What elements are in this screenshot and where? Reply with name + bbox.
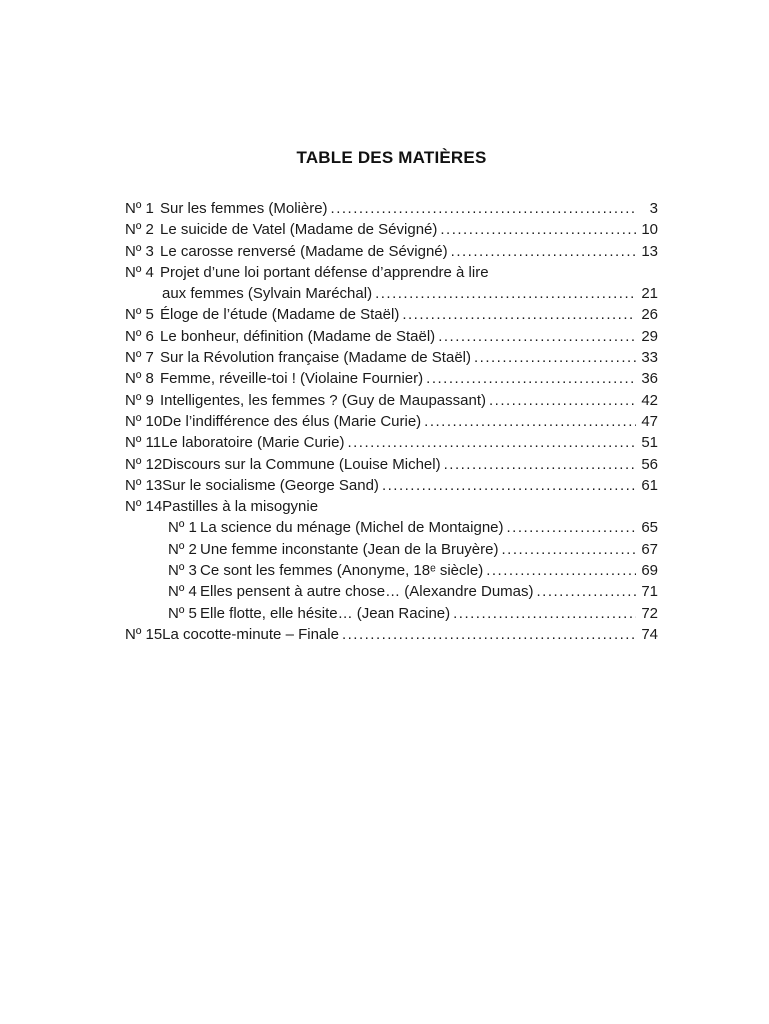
page-number: 42 [641, 391, 658, 409]
dot-leader [339, 624, 636, 645]
toc-entry [125, 262, 658, 283]
page-number: 47 [641, 412, 658, 430]
toc-entry [125, 432, 658, 453]
page-number: 72 [641, 604, 658, 622]
page-number: 65 [641, 519, 658, 537]
page-number: 29 [641, 327, 658, 345]
entry-title: Sur les femmes (Molière) [160, 200, 328, 217]
dot-leader [483, 560, 636, 581]
entry-title: Le carosse renversé (Madame de Sévigné) [160, 242, 448, 260]
page-number: 67 [641, 540, 658, 558]
dot-leader [421, 411, 636, 432]
entry-title: Le laboratoire (Marie Curie) [161, 434, 345, 452]
dot-leader [441, 454, 636, 475]
page-number: 21 [641, 285, 658, 303]
page-number: 51 [641, 434, 658, 452]
dot-leader [486, 390, 636, 411]
page-number: 3 [649, 200, 658, 217]
dot-leader [534, 581, 636, 602]
dot-leader [328, 198, 636, 219]
entry-number: Nº 5 [125, 306, 154, 324]
dot-leader [435, 326, 636, 347]
entry-title: Femme, réveille-toi ! (Violaine Fournier) [160, 370, 424, 388]
page-number: 26 [641, 306, 658, 324]
entry-title: La cocotte-minute – Finale [162, 625, 339, 643]
entry-title: De l’indifférence des élus (Marie Curie) [162, 412, 422, 430]
toc-entry [125, 368, 658, 389]
entry-title: Elles pensent à autre chose… (Alexandre Dumas) [200, 583, 534, 601]
dot-leader [379, 475, 636, 496]
entry-title: La science du ménage (Michel de Montaigne) [200, 519, 504, 537]
dot-leader [504, 517, 636, 538]
toc-entry [125, 198, 658, 219]
toc-entry [125, 624, 658, 645]
entry-number: Nº 4 [125, 263, 154, 281]
entry-number: Nº 2 [168, 540, 197, 558]
dot-leader [471, 347, 636, 368]
toc-subentry [168, 539, 658, 560]
entry-title: Sur le socialisme (George Sand) [162, 476, 379, 494]
entry-title: Une femme inconstante (Jean de la Bruyère) [200, 540, 499, 558]
entry-title: Elle flotte, elle hésite… (Jean Racine) [200, 604, 451, 622]
page-title: TABLE DES MATIÈRES [296, 148, 487, 167]
toc-entry [125, 390, 658, 411]
page-number: 61 [641, 476, 658, 494]
toc-entry [125, 304, 658, 325]
toc-entry [125, 411, 658, 432]
entry-title: aux femmes (Sylvain Maréchal) [162, 285, 373, 303]
entry-title: Sur la Révolution française (Madame de Staël) [160, 349, 471, 367]
page-number: 13 [641, 242, 658, 260]
entry-number: Nº 10 [125, 412, 163, 430]
entry-number: Nº 6 [125, 327, 154, 345]
entry-number: Nº 14 [125, 498, 163, 516]
entry-title: Discours sur la Commune (Louise Michel) [162, 455, 441, 473]
entry-title: Intelligentes, les femmes ? (Guy de Maupassant) [160, 391, 486, 409]
page-number: 74 [641, 625, 658, 643]
toc-entry [125, 241, 658, 262]
entry-number: Nº 4 [168, 583, 197, 601]
dot-leader [423, 368, 636, 389]
entry-number: Nº 1 [168, 519, 197, 537]
dot-leader [344, 432, 636, 453]
dot-leader [437, 219, 636, 240]
entry-number: Nº 8 [125, 370, 154, 388]
entry-number: Nº 2 [125, 221, 154, 239]
page-number: 56 [641, 455, 658, 473]
toc-entry [125, 454, 658, 475]
entry-number: Nº 5 [168, 604, 197, 622]
toc-entry [125, 326, 658, 347]
page-number: 71 [641, 583, 658, 601]
toc-entry [125, 475, 658, 496]
entry-title: Éloge de l’étude (Madame de Staël) [160, 306, 400, 324]
dot-leader [450, 603, 636, 624]
entry-number: Nº 7 [125, 349, 154, 367]
entry-number: Nº 13 [125, 476, 163, 494]
dot-leader [372, 283, 636, 304]
toc-entry [125, 496, 658, 517]
entry-title: Ce sont les femmes (Anonyme, 18ᵉ siècle) [200, 562, 484, 580]
page-number: 33 [641, 349, 658, 367]
page-number: 36 [641, 370, 658, 388]
entry-title: Pastilles à la misogynie [162, 498, 319, 516]
toc-entry-continuation [125, 283, 658, 304]
toc-entry [125, 219, 658, 240]
page-number: 69 [641, 562, 658, 580]
table-of-contents [125, 198, 658, 645]
page-number: 10 [641, 221, 658, 239]
entry-number: Nº 12 [125, 455, 163, 473]
toc-subentry [168, 560, 658, 581]
dot-leader [448, 241, 636, 262]
dot-leader [498, 539, 636, 560]
entry-number: Nº 3 [125, 242, 154, 260]
entry-number: Nº 15 [125, 625, 163, 643]
entry-title: Le suicide de Vatel (Madame de Sévigné) [160, 221, 438, 239]
entry-title: Le bonheur, définition (Madame de Staël) [160, 327, 436, 345]
entry-number: Nº 1 [125, 200, 154, 217]
toc-subentry [168, 603, 658, 624]
entry-number: Nº 3 [168, 562, 197, 580]
toc-entry [125, 347, 658, 368]
entry-number: Nº 9 [125, 391, 154, 409]
entry-number: Nº 11 [125, 434, 162, 452]
toc-subentry [168, 581, 658, 602]
dot-leader [399, 304, 636, 325]
entry-title: Projet d’une loi portant défense d’apprendre à lire [160, 263, 489, 281]
toc-subentry [168, 517, 658, 538]
